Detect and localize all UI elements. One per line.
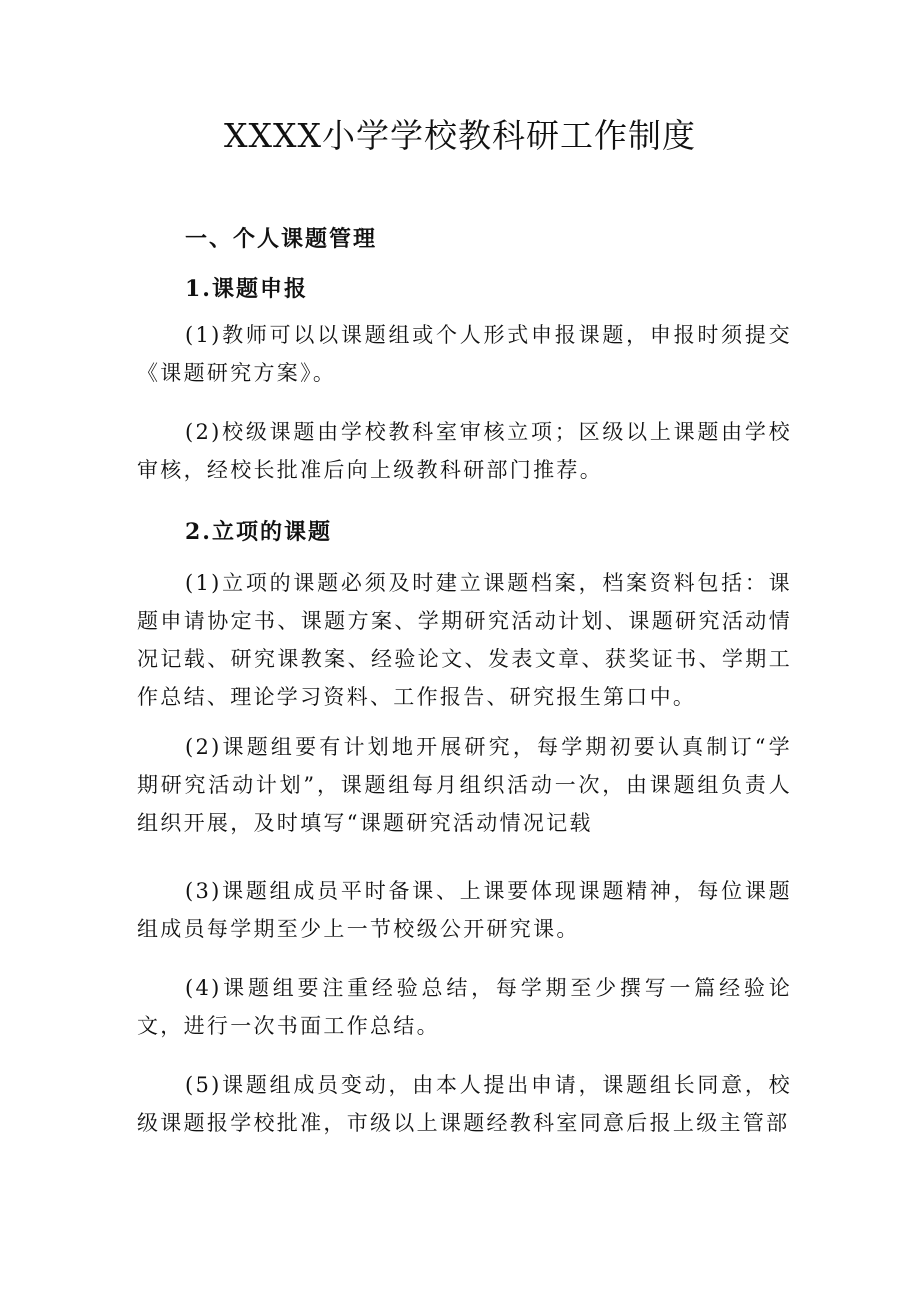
paragraph-approved-1: (1)立项的课题必须及时建立课题档案，档案资料包括：课题申请协定书、课题方案、学期研究活动计划、课题研究活动情况记载、研究课教案、经验论文、发表文章、获奖证书、学期工作总结、理论学习资料、工作报告、研究报生第口中。 — [137, 571, 792, 709]
section-heading-personal-topic-management: 一、个人课题管理 — [185, 226, 378, 252]
document-title: XXXX小学学校教科研工作制度 — [224, 116, 696, 155]
paragraph-approved-2: (2)课题组要有计划地开展研究，每学期初要认真制订“学期研究活动计划”，课题组每月组织活动一次，由课题组负责人组织开展，及时填写“课题研究活动情况记载 — [137, 735, 792, 835]
subsection-heading-approved-topics: 2.立项的课题 — [185, 519, 332, 545]
paragraph-approved-4: (4)课题组要注重经验总结，每学期至少撰写一篇经验论文，进行一次书面工作总结。 — [137, 976, 792, 1038]
paragraph-approved-3: (3)课题组成员平时备课、上课要体现课题精神，每位课题组成员每学期至少上一节校级公开研究课。 — [137, 879, 792, 941]
paragraph-approved-5: (5)课题组成员变动，由本人提出申请，课题组长同意，校级课题报学校批准，市级以上课题经教科室同意后报上级主管部 — [137, 1073, 792, 1135]
subsection-heading-topic-application: 1.课题申报 — [185, 276, 308, 302]
paragraph-application-2: (2)校级课题由学校教科室审核立项；区级以上课题由学校审核，经校长批准后向上级教科研部门推荐。 — [137, 420, 792, 482]
paragraph-application-1: (1)教师可以以课题组或个人形式申报课题，申报时须提交《课题研究方案》。 — [137, 323, 792, 385]
